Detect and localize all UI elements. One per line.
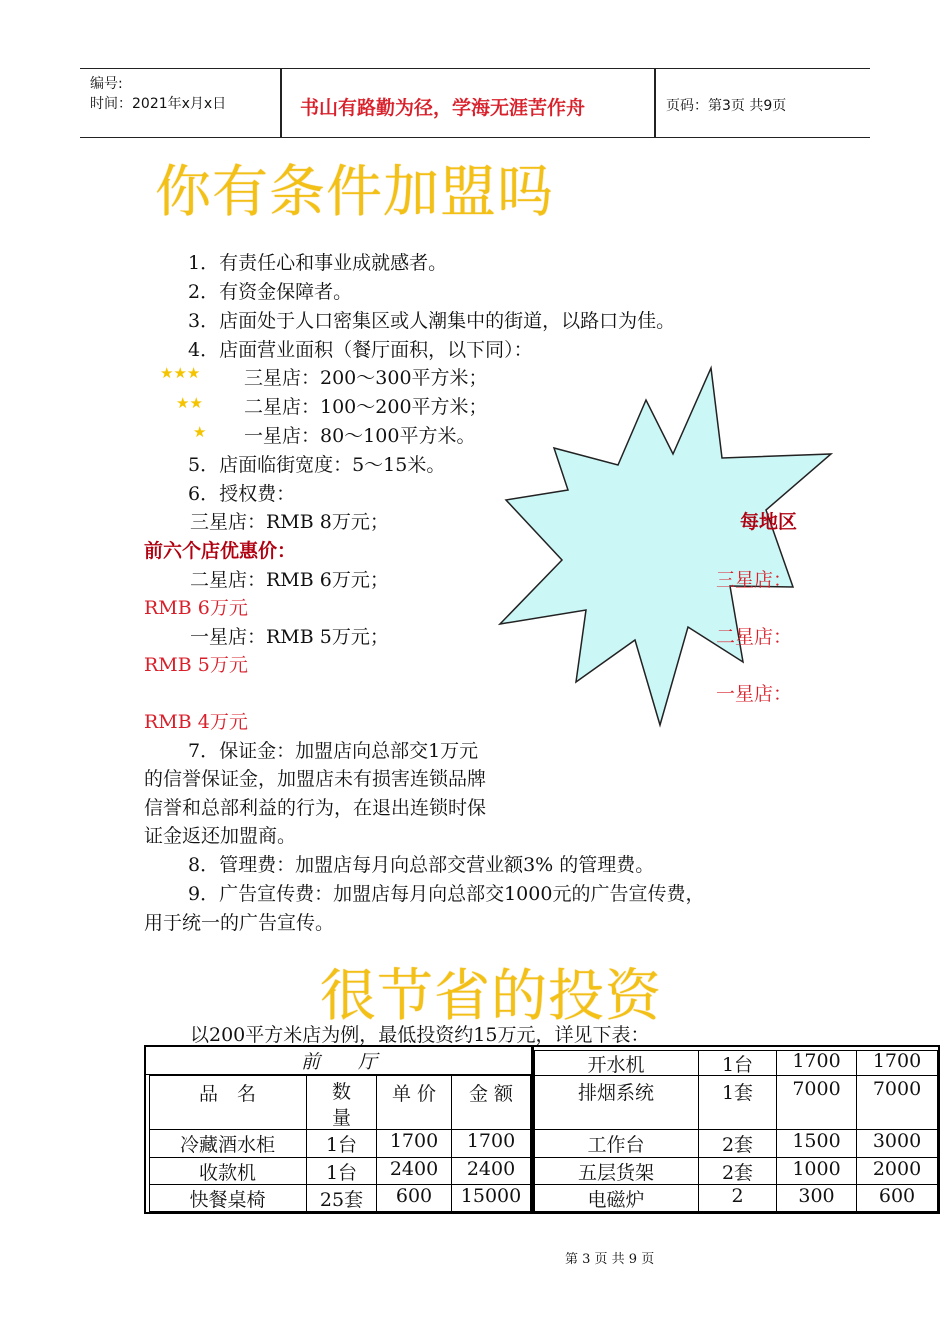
- table-cell: 工作台: [534, 1130, 699, 1158]
- table-cell: 1台: [307, 1130, 377, 1158]
- fee-line: 一星店：RMB 5万元；: [190, 626, 389, 648]
- header-cell: 品 名: [149, 1075, 307, 1130]
- table-cell: 7000: [857, 1076, 938, 1130]
- table-cell: 2400: [452, 1158, 531, 1185]
- page-header: [80, 68, 870, 138]
- table-cell: 600: [377, 1185, 452, 1212]
- promo-two-star: 二星店：: [716, 626, 793, 648]
- table-cell: 1700: [452, 1130, 531, 1158]
- three-star-icon: ★★★: [160, 364, 201, 382]
- investment-intro: 以200平方米店为例，最低投资约15万元，详见下表：: [190, 1024, 650, 1046]
- fee-line: 二星店：RMB 6万元；: [190, 569, 389, 591]
- requirement-item: 5．店面临街宽度：5～15米。: [188, 454, 446, 476]
- investment-table: [144, 1045, 940, 1214]
- table-cell: 600: [857, 1185, 938, 1212]
- deposit-text: 证金返还加盟商。: [144, 825, 297, 847]
- promo-three-star-price: RMB 6万元: [144, 597, 248, 619]
- requirement-item: 1．有责任心和事业成就感者。: [188, 252, 448, 274]
- table-cell: 1台: [699, 1050, 777, 1076]
- table-cell: 开水机: [534, 1050, 699, 1076]
- header-divider: [654, 69, 656, 137]
- fee-line: 三星店：RMB 8万元；: [190, 511, 389, 533]
- star-level-text: 一星店：80～100平方米。: [244, 425, 476, 447]
- ad-fee: 用于统一的广告宣传。: [144, 912, 335, 934]
- one-star-icon: ★: [193, 423, 207, 441]
- table-cell: 2400: [377, 1158, 452, 1185]
- table-cell: 3000: [857, 1130, 938, 1158]
- star-level-text: 三星店：200～300平方米；: [244, 367, 488, 389]
- table-cell: 2套: [699, 1130, 777, 1158]
- header-cell: 单 价: [377, 1075, 452, 1130]
- table-cell: 电磁炉: [534, 1185, 699, 1212]
- page-footer: 第 3 页 共 9 页: [565, 1252, 655, 1267]
- table-cell: 1套: [699, 1076, 777, 1130]
- table-cell: 冷藏酒水柜: [149, 1130, 307, 1158]
- table-cell: 五层货架: [534, 1158, 699, 1185]
- table-cell: 1000: [777, 1158, 857, 1185]
- promo-two-star-price: RMB 5万元: [144, 654, 248, 676]
- starburst-shape: [498, 362, 836, 728]
- motto: 书山有路勤为径，学海无涯苦作舟: [300, 97, 586, 119]
- two-star-icon: ★★: [176, 394, 203, 412]
- table-cell: 1500: [777, 1130, 857, 1158]
- requirement-item: 4．店面营业面积（餐厅面积，以下同）：: [188, 339, 533, 361]
- ad-fee: 9．广告宣传费：加盟店每月向总部交1000元的广告宣传费，: [188, 883, 705, 905]
- table-cell: 1台: [307, 1158, 377, 1185]
- deposit-text: 的信誉保证金，加盟店未有损害连锁品牌: [144, 768, 487, 790]
- promo-three-star: 三星店：: [716, 569, 793, 591]
- promo-one-star: 一星店：: [716, 683, 793, 705]
- deposit-text: 7．保证金：加盟店向总部交1万元: [188, 740, 479, 762]
- time-label: 时间：2021年x月x日: [90, 96, 227, 112]
- promo-one-star-price: RMB 4万元: [144, 711, 248, 733]
- table-cell: 2套: [699, 1158, 777, 1185]
- page-info: 页码：第3页 共9页: [666, 98, 787, 114]
- number-label: 编号:: [90, 76, 123, 92]
- table-cell: 15000: [452, 1185, 531, 1212]
- deposit-text: 信誉和总部利益的行为，在退出连锁时保: [144, 797, 487, 819]
- promo-label: 前六个店优惠价：: [144, 540, 297, 562]
- table-cell: 25套: [307, 1185, 377, 1212]
- section-title: 你有条件加盟吗: [155, 160, 554, 225]
- table-cell: 2: [699, 1185, 777, 1212]
- table-cell: 2000: [857, 1158, 938, 1185]
- requirement-item: 3．店面处于人口密集区或人潮集中的街道，以路口为佳。: [188, 310, 676, 332]
- table-cell: 收款机: [149, 1158, 307, 1185]
- table-cell: 排烟系统: [534, 1076, 699, 1130]
- header-cell: 金 额: [452, 1075, 531, 1130]
- requirement-item: 2．有资金保障者。: [188, 281, 353, 303]
- table-cell: 300: [777, 1185, 857, 1212]
- table-cell: 1700: [377, 1130, 452, 1158]
- section-title: 很节省的投资: [320, 964, 662, 1029]
- management-fee: 8．管理费：加盟店每月向总部交营业额3% 的管理费。: [188, 854, 655, 876]
- requirement-item: 6．授权费：: [188, 483, 296, 505]
- star-level-text: 二星店：100～200平方米；: [244, 396, 488, 418]
- table-cell: 1700: [857, 1050, 938, 1076]
- table-cell: 1700: [777, 1050, 857, 1076]
- header-divider: [280, 69, 282, 137]
- header-cell: 数量: [307, 1075, 377, 1130]
- per-region-label: 每地区: [740, 511, 798, 533]
- table-cell: 快餐桌椅: [149, 1185, 307, 1212]
- front-hall-header: 前 厅: [146, 1047, 532, 1075]
- table-cell: 7000: [777, 1076, 857, 1130]
